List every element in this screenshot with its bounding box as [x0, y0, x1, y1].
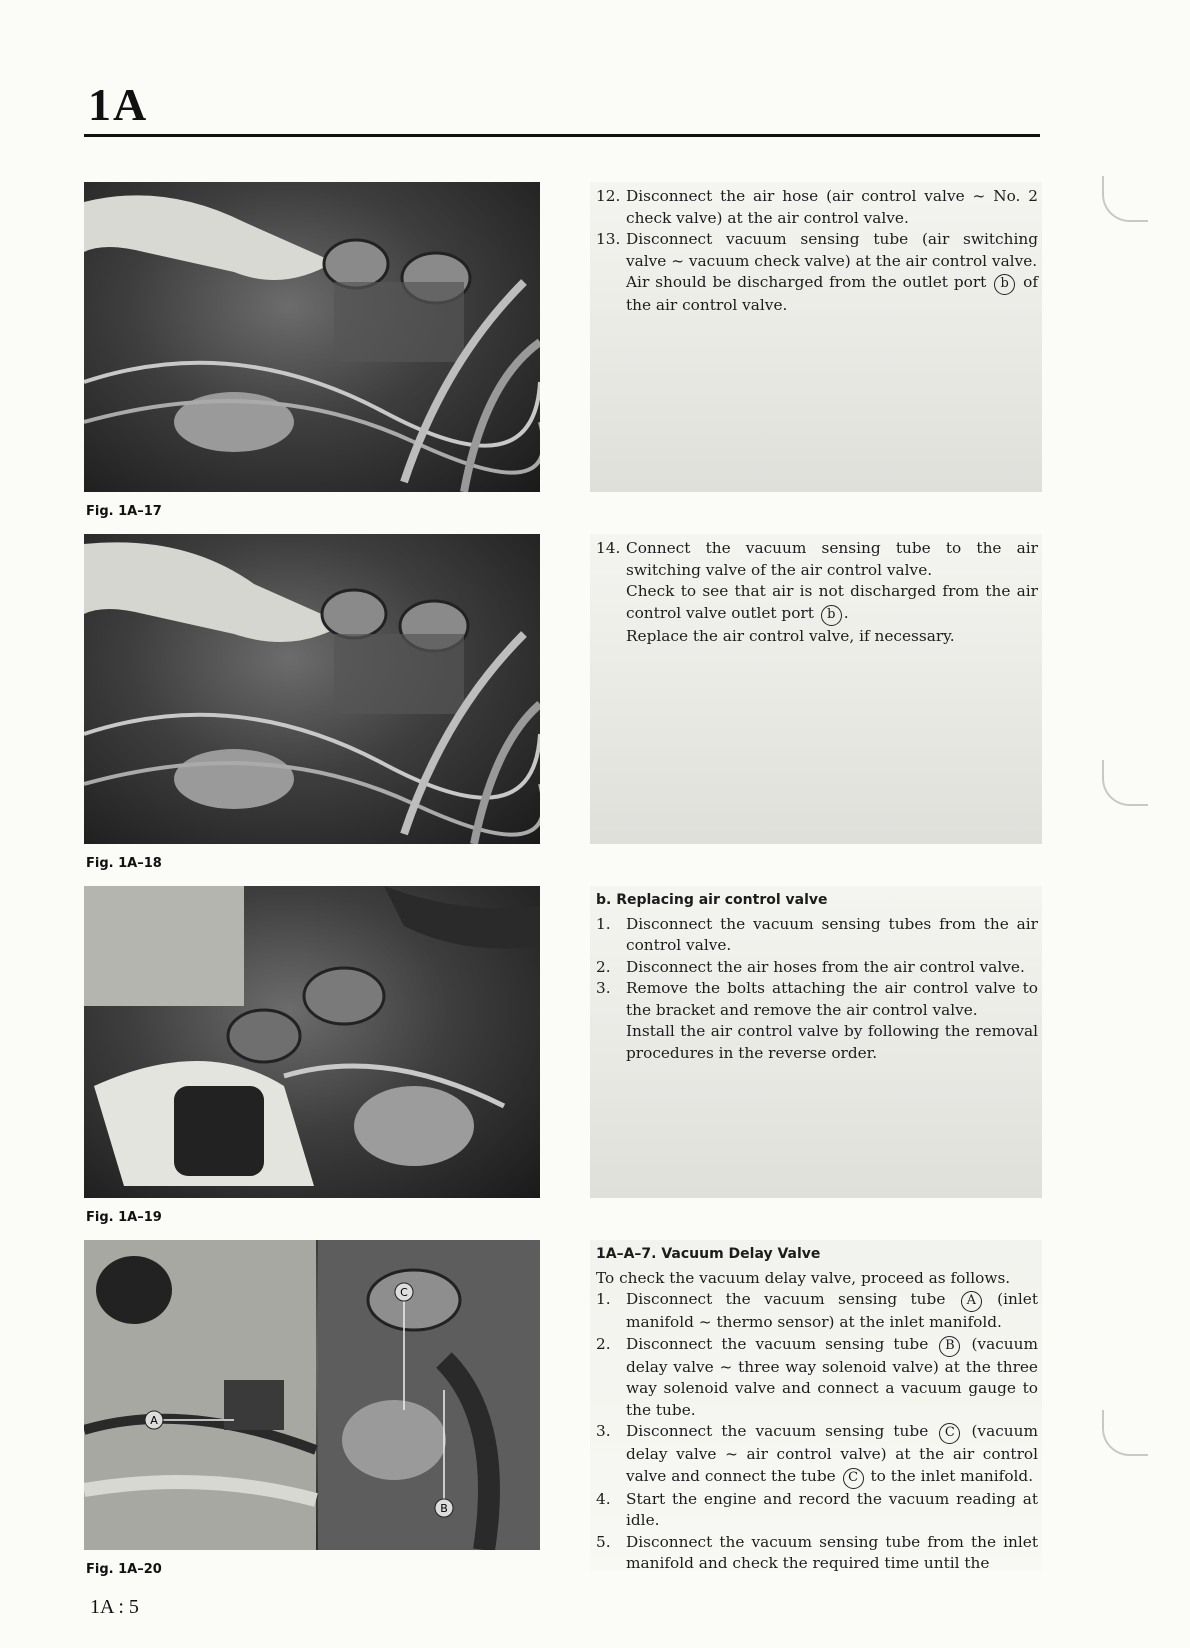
step-text: Start the engine and record the vacuum reading at idle. — [626, 1489, 1038, 1529]
step-item — [596, 1532, 1038, 1575]
step-number: 3. — [596, 979, 611, 997]
punch-hole-mark — [1102, 760, 1148, 806]
callout-label-c: C — [400, 1286, 408, 1299]
procedure-block-vacuum-delay-valve — [590, 1240, 1042, 1570]
step-item — [596, 1334, 1038, 1422]
step-number: 13. — [596, 230, 621, 248]
port-marker: b — [821, 605, 842, 626]
step-number: 1. — [596, 1290, 611, 1308]
step-text: Remove the bolts attaching the air control valve to the bracket and remove the air control valve. — [626, 979, 1038, 1019]
step-item — [596, 229, 1038, 317]
step-text: Connect the vacuum sensing tube to the air switching valve of the air control valve. — [626, 539, 1038, 579]
tube-marker: B — [939, 1336, 960, 1357]
tube-marker: C — [843, 1468, 864, 1489]
procedure-block-replacing-valve — [590, 886, 1042, 1198]
step-item — [596, 186, 1038, 229]
intro-text: To check the vacuum delay valve, proceed as follows. — [596, 1268, 1011, 1287]
step-item — [596, 1421, 1038, 1489]
callout-label-b: B — [440, 1502, 448, 1515]
figure-photo-vacuum-delay-valve — [84, 1240, 540, 1550]
step-number: 2. — [596, 1334, 611, 1353]
step-item — [596, 1289, 1038, 1334]
figure-caption: Fig. 1A–18 — [86, 856, 162, 871]
step-item — [596, 978, 1038, 1064]
step-text: Disconnect the vacuum sensing tube B (vacuum delay valve ~ three way solenoid valve) at the three way solenoid valve and connect a vacuum gauge to the tube. — [626, 1334, 1038, 1419]
tube-marker: A — [961, 1291, 982, 1312]
step-text: Disconnect the air hoses from the air control valve. — [626, 957, 1025, 976]
figure-photo-engine-valve — [84, 534, 540, 844]
figure-caption: Fig. 1A–17 — [86, 504, 162, 519]
procedure-block-air-switching-check — [590, 534, 1042, 844]
callout-label-a: A — [150, 1414, 158, 1427]
punch-hole-mark — [1102, 1410, 1148, 1456]
punch-hole-mark — [1102, 176, 1148, 222]
section-tag: 1A — [88, 79, 149, 130]
step-number: 5. — [596, 1532, 611, 1551]
step-number: 1. — [596, 914, 611, 933]
step-number: 14. — [596, 539, 621, 557]
step-item — [596, 1489, 1038, 1532]
step-text: Disconnect the vacuum sensing tubes from the air control valve. — [626, 914, 1038, 954]
figure-photo-engine-bay — [84, 886, 540, 1198]
subsection-heading: 1A–A–7. Vacuum Delay Valve — [596, 1246, 821, 1262]
step-text: Disconnect the vacuum sensing tube C (vacuum delay valve ~ air control valve) at the air control valve and connect the tube C to the inlet manifold. — [626, 1421, 1038, 1489]
step-text: Disconnect the air hose (air control valve ~ No. 2 check valve) at the air control valve. — [626, 187, 1038, 227]
step-note: Check to see that air is not discharged from the air control valve outlet port b . — [626, 581, 1038, 626]
page-number: 1A : 5 — [90, 1596, 139, 1618]
step-item — [596, 957, 1038, 979]
subsection-heading: b. Replacing air control valve — [596, 892, 828, 908]
step-text: Disconnect the vacuum sensing tube A (inlet manifold ~ thermo sensor) at the inlet manifold. — [626, 1290, 1038, 1331]
step-note: Air should be discharged from the outlet port b of the air control valve. — [626, 273, 1038, 314]
step-note: Replace the air control valve, if necessary. — [626, 626, 955, 645]
port-marker: b — [994, 274, 1015, 295]
figure-photo-engine-valve — [84, 182, 540, 492]
step-text: Disconnect vacuum sensing tube (air switching valve ~ vacuum check valve) at the air control valve. — [626, 230, 1038, 270]
header-rule — [84, 134, 1040, 137]
step-number: 3. — [596, 1422, 611, 1440]
step-note: Install the air control valve by following the removal procedures in the reverse order. — [626, 1022, 1038, 1062]
figure-caption: Fig. 1A–20 — [86, 1562, 162, 1577]
procedure-block-air-control-valve-check — [590, 182, 1042, 492]
figure-caption: Fig. 1A–19 — [86, 1210, 162, 1225]
step-number: 4. — [596, 1489, 611, 1508]
step-text: Disconnect the vacuum sensing tube from the inlet manifold and check the required time until the — [626, 1532, 1038, 1572]
tube-marker: C — [939, 1423, 960, 1444]
step-item — [596, 914, 1038, 957]
step-number: 2. — [596, 957, 611, 976]
step-item — [596, 538, 1038, 647]
step-number: 12. — [596, 187, 621, 205]
